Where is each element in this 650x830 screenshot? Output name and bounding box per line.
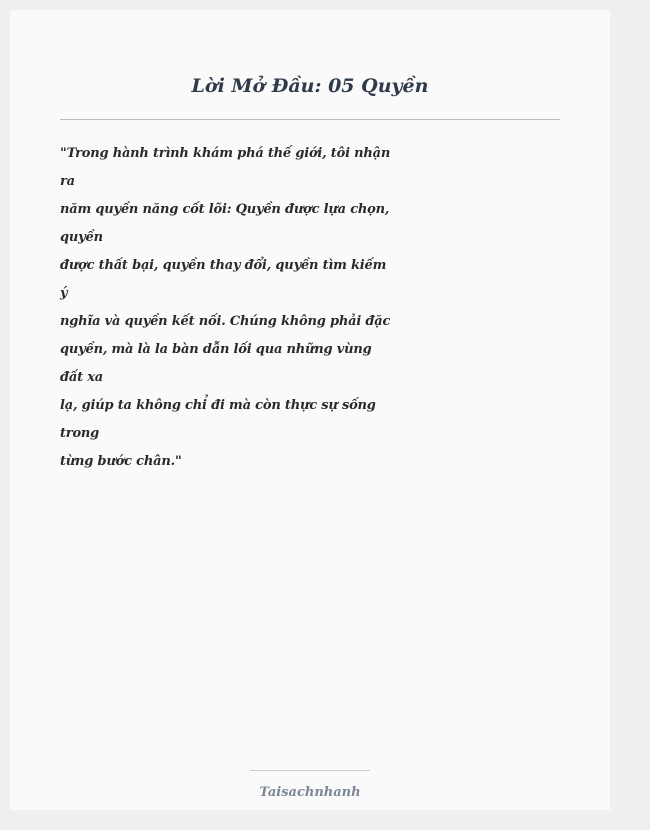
- quote-line: quyền, mà là la bàn dẫn lối qua những vùng: [60, 342, 372, 357]
- footer-divider: [250, 770, 370, 771]
- title-divider: [60, 119, 560, 120]
- quote-line: "Trong hành trình khám phá thế giới, tôi nhận: [60, 146, 391, 161]
- quote-line: năm quyền năng cốt lõi: Quyền được lựa chọn,: [60, 202, 390, 217]
- quote-line: quyền: [60, 230, 103, 245]
- page-title: Lời Mở Đầu: 05 Quyền: [191, 75, 429, 97]
- quote-body: [60, 140, 391, 476]
- footer-credit: Taisachnhanh: [259, 785, 361, 800]
- quote-line: lạ, giúp ta không chỉ đi mà còn thực sự sống: [60, 398, 376, 413]
- quote-line: ra: [60, 174, 75, 189]
- quote-line: trong: [60, 426, 100, 441]
- quote-line: được thất bại, quyền thay đổi, quyền tìm kiếm: [60, 258, 387, 273]
- quote-line: đất xa: [60, 370, 104, 385]
- quote-line: ý: [60, 286, 68, 301]
- quote-line: nghĩa và quyền kết nối. Chúng không phải đặc: [60, 314, 391, 329]
- document-page: [10, 10, 610, 810]
- quote-line: từng bước chân.": [60, 454, 182, 469]
